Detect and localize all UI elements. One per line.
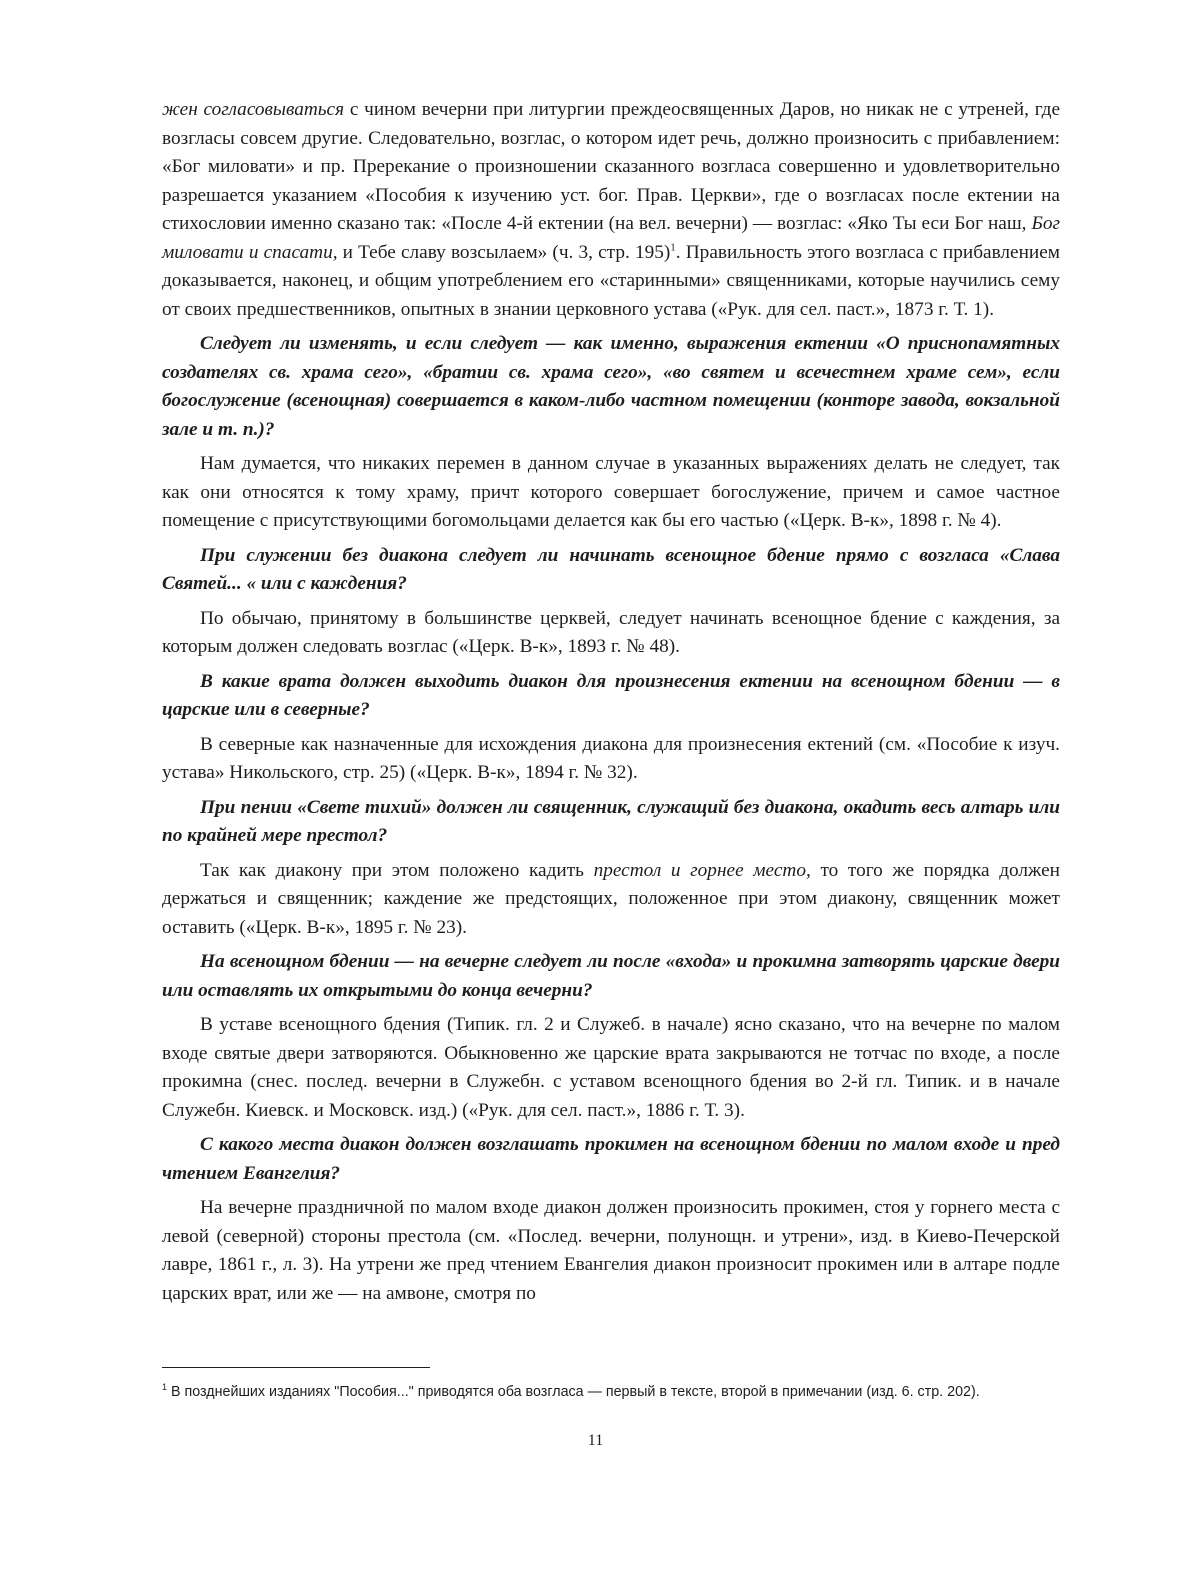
question-heading: На всенощном бдении — на вечерне следует ли после «входа» и прокимна затворять царские двери или оставлять их открытыми до конца вечерни? (162, 951, 1060, 1001)
question-heading: В какие врата должен выходить диакон для произнесения ектении на всенощном бдении — в царские или в северные? (162, 670, 1060, 720)
answer-paragraph: В северные как назначенные для исхождения диакона для произнесения ектений (см. «Пособие к изуч. устава» Никольского, стр. 25) («Церк. В-к», 1894 г. № 32). (162, 733, 1060, 783)
answer-paragraph: На вечерне праздничной по малом входе диакон должен произносить прокимен, стоя у горнего места с левой (северной) стороны престола (см. «Послед. вечерни, полунощн. и утрени», изд. в Киево-Печерской лавре, 1861 г., л. 3). На утрени же пред чтением Евангелия диакон произносит прокимен или в алтаре подле царских врат, или же — на амвоне, смотря по (162, 1197, 1060, 1304)
italic-phrase: жен согласовываться (162, 99, 345, 120)
footnote-text: В позднейших изданиях "Пособия..." приводятся оба возгласа — первый в тексте, второй в примечании (изд. 6. стр. 202). (167, 1384, 980, 1400)
answer-paragraph: Нам думается, что никаких перемен в данном случае в указанных выражениях делать не следует, так как они относятся к тому храму, причт которого совершает богослужение, причем и самое частное помещение с присутствующими богомольцами делается как бы его частью («Церк. В-к», 1898 г. № 4). (162, 453, 1060, 531)
answer-paragraph: Так как диакону при этом положено кадить престол и горнее место, то того же порядка должен держаться и священник; каждение же предстоящих, положенное при этом диакону, священник может оставить («Церк. В-к», 1895 г. № 23). (162, 859, 1060, 938)
question-heading: При служении без диакона следует ли начинать всенощное бдение прямо с возгласа «Слава Святей... « или с каждения? (162, 544, 1060, 594)
answer-paragraph: По обычаю, принятому в большинстве церквей, следует начинать всенощное бдение с каждения, за которым должен следовать возглас («Церк. В-к», 1893 г. № 48). (162, 607, 1060, 657)
footnote-mark: 1 (162, 1382, 168, 1393)
question-heading: С какого места диакон должен возглашать прокимен на всенощном бдении по малом входе и пред чтением Евангелия? (162, 1134, 1060, 1184)
footnote-ref[interactable]: 1 (670, 241, 676, 254)
paragraph-continued: жен согласовываться с чином вечерни при литургии преждеосвященных Даров, но никак не с утреней, где возгласы совсем другие. Следовательно, возглас, о котором идет речь, должно произносить с прибавлением: «Бог миловати» и пр. Пререкание о произношении сказанного возгласа совершенно и удовлетворительно разрешается указанием «Пособия к изучению уст. бог. Прав. Церкви», где о возгласах после ектении на стихословии именно сказано так: «После 4-й ектении (на вел. вечерни) — возглас: «Яко Ты еси Бог наш, Бог миловати и спасати, и Тебе славу возсылаем» (ч. 3, стр. 195)$^1$. Правильность этого возгласа с прибавлением доказывается, наконец, и общим употреблением его «старинными» священниками, которые научились сему от своих предшественников, опытных в знании церковного устава («Рук. для сел. паст.», 1873 г. Т. 1). (162, 99, 1061, 320)
page-number: 11 (587, 1432, 604, 1449)
question-heading: Следует ли изменять, и если следует — как именно, выражения ектении «О приснопамятных создателях св. храма сего», «братии св. храма сего», «во святем и всечестнем храме сем», если богослужение (всенощная) совершается в каком-либо частном помещении (конторе завода, вокзальной зале и т. п.)? (162, 333, 1060, 440)
italic-phrase: Бог миловати и спасати, (162, 213, 1060, 263)
question-heading: При пении «Свете тихий» должен ли священник, служащий без диакона, окадить весь алтарь или по крайней мере престол? (162, 796, 1060, 846)
answer-paragraph: В уставе всенощного бдения (Типик. гл. 2 и Служеб. в начале) ясно сказано, что на вечерне по малом входе святые двери затворяются. Обыкновенно же царские врата закрываются не тотчас по входе, а после прокимна (снес. послед. вечерни в Служебн. с уставом всенощного бдения во 2-й гл. Типик. и в начале Служебн. Киевск. и Московск. изд.) («Рук. для сел. паст.», 1886 г. Т. 3). (162, 1014, 1060, 1121)
main-text (162, 96, 1060, 1314)
footnote (162, 1381, 1060, 1403)
footnote-divider (162, 1367, 430, 1368)
italic-phrase: престол и горнее место, (593, 859, 811, 881)
